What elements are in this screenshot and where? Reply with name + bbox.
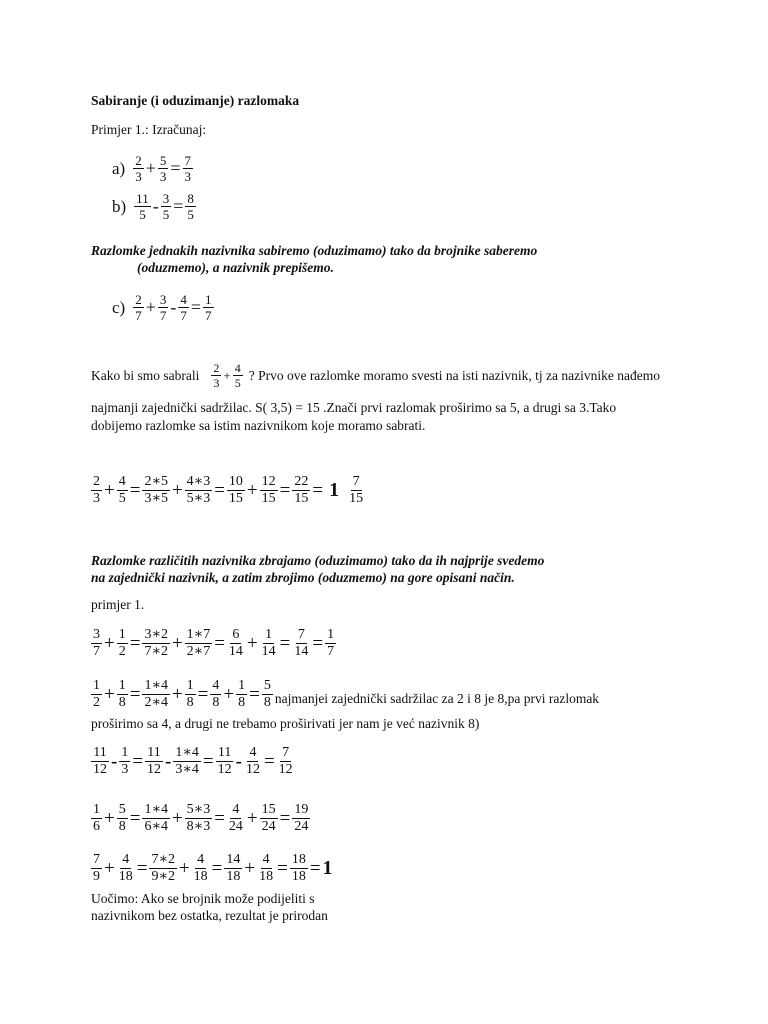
fraction: $\frac{7}{14}$: [294, 627, 309, 659]
operator: +: [145, 297, 156, 317]
operator: +: [104, 857, 115, 879]
fraction: $\frac{5}{3}$: [159, 153, 167, 184]
question-line2: najmanji zajednički sadržilac. S( 3,5) = 15 .Znači prvi razlomak proširimo sa 5, a drugi sa 3.Tako: [91, 400, 617, 415]
fraction: $\frac{1}{7}$: [205, 292, 212, 323]
rule-different-denominators-line1: Razlomke različitih nazivnika zbrajamo (oduzimamo) tako da ih najprije svedemo: [91, 553, 545, 568]
equals-sign: =: [129, 632, 141, 654]
equals-sign: =: [279, 479, 291, 501]
worked-example-3: [91, 745, 295, 778]
fraction: 2 3: [213, 361, 220, 390]
example-label: b): [112, 196, 127, 216]
equals-sign: =: [197, 683, 209, 705]
equals-sign: =: [249, 683, 260, 705]
example-label: c): [112, 297, 126, 317]
operator: +: [178, 857, 190, 879]
fraction: $\frac{10}{15}$: [228, 474, 243, 506]
whole-number: 1: [329, 479, 340, 501]
equals-sign: =: [277, 857, 288, 879]
fraction: $\frac{4∗3}{5∗3}$: [186, 474, 211, 506]
fraction: $\frac{1∗4}{2∗4}$: [144, 678, 168, 710]
fraction: $\frac{4}{5}$: [118, 474, 126, 506]
operator: +: [104, 632, 115, 654]
fraction: $\frac{5}{8}$: [263, 678, 271, 710]
example-a: [112, 153, 193, 184]
fraction: $\frac{4}{18}$: [118, 852, 133, 884]
rule-same-denominators-line2: (oduzmemo), a nazivnik prepišemo.: [137, 260, 334, 275]
fraction: $\frac{1}{8}$: [186, 678, 194, 710]
fraction: $\frac{6}{14}$: [228, 627, 243, 659]
operator: +: [171, 807, 183, 829]
fraction: $\frac{5}{8}$: [118, 802, 126, 834]
fraction: $\frac{1}{2}$: [118, 627, 126, 659]
fraction: $\frac{1}{7}$: [327, 627, 335, 659]
operator: -: [170, 297, 177, 317]
operator: +: [104, 479, 115, 501]
operator: +: [223, 683, 235, 705]
worked-example-1: [91, 627, 336, 660]
equals-sign: =: [214, 807, 225, 829]
fraction: $\frac{11}{12}$: [217, 745, 232, 777]
fraction: $\frac{1}{3}$: [121, 745, 129, 777]
fraction: $\frac{1}{8}$: [238, 678, 246, 710]
equals-sign: =: [136, 857, 148, 879]
operator: +: [223, 367, 231, 383]
operator: +: [145, 158, 156, 178]
equals-sign: =: [279, 807, 291, 829]
example-heading: primjer 1.: [91, 597, 145, 612]
rule-different-denominators-line2: na zajednički nazivnik, a zatim zbrojimo (oduzmemo) na gore opisani način.: [91, 570, 515, 585]
operator: +: [171, 683, 183, 705]
fraction: $\frac{19}{24}$: [294, 802, 309, 834]
operator: +: [246, 479, 258, 501]
fraction: $\frac{3∗2}{7∗2}$: [144, 627, 168, 659]
fraction: $\frac{1∗4}{3∗4}$: [175, 745, 199, 777]
page-title: Sabiranje (i oduzimanje) razlomaka: [91, 93, 300, 108]
fraction: 1 2: [93, 678, 100, 710]
example-b: [112, 191, 196, 222]
operator: +: [171, 632, 183, 654]
fraction: $\frac{11}{12}$: [147, 745, 162, 777]
fraction: 2 3: [135, 153, 142, 184]
note-line2: nazivnikom bez ostatka, rezultat je prirodan: [91, 908, 328, 923]
operator: -: [165, 750, 172, 772]
fraction: $\frac{18}{18}$: [291, 852, 306, 884]
rule-same-denominators-line1: Razlomke jednakih nazivnika sabiremo (oduzimamo) tako da brojnike saberemo: [91, 243, 538, 258]
worked-example-5: [91, 852, 333, 885]
worked-example-4: [91, 802, 310, 835]
fraction: $\frac{4}{18}$: [193, 852, 208, 884]
fraction: $\frac{4}{8}$: [212, 678, 220, 710]
fraction: $\frac{4}{12}$: [245, 745, 260, 777]
intro-text: Primjer 1.: Izračunaj:: [91, 122, 207, 137]
equals-sign: =: [312, 479, 324, 501]
fraction: $\frac{7}{12}$: [278, 745, 293, 777]
fraction: 11 5: [136, 191, 149, 222]
question-line1: [91, 361, 660, 390]
fraction: $\frac{22}{15}$: [294, 474, 309, 506]
equals-sign: =: [263, 750, 275, 772]
equals-sign: =: [190, 297, 202, 317]
operator: -: [235, 750, 242, 772]
equals-sign: =: [312, 632, 324, 654]
explanation-text: najmanjei zajednički sadržilac za 2 i 8 je 8,pa prvi razlomak: [274, 690, 600, 706]
question-text-before: Kako bi smo sabrali: [91, 367, 200, 383]
question-line3: dobijemo razlomke sa istim nazivnikom koje moramo sabrati.: [91, 418, 426, 433]
operator: -: [152, 196, 159, 216]
equals-sign: =: [309, 857, 321, 879]
equals-sign: =: [214, 479, 225, 501]
operator: +: [244, 857, 256, 879]
fraction: 11 12: [93, 745, 107, 777]
fraction: $\frac{3}{7}$: [159, 292, 167, 323]
equals-sign: =: [132, 750, 144, 772]
fraction: 2 7: [135, 292, 142, 323]
fraction: $\frac{2∗5}{3∗5}$: [144, 474, 168, 506]
equals-sign: =: [173, 196, 184, 216]
fraction: $\frac{4}{24}$: [228, 802, 243, 834]
worked-example-2: [91, 678, 599, 711]
equals-sign: =: [129, 807, 141, 829]
fraction: $\frac{7∗2}{9∗2}$: [151, 852, 175, 884]
fraction: $\frac{4}{18}$: [259, 852, 274, 884]
fraction: 7 15: [349, 474, 364, 506]
fraction: $\frac{1}{8}$: [118, 678, 126, 710]
operator: -: [111, 750, 118, 772]
operator: +: [104, 807, 115, 829]
equals-sign: =: [279, 632, 291, 654]
operator: +: [246, 632, 258, 654]
fraction: $\frac{8}{5}$: [187, 191, 194, 222]
operator: +: [171, 479, 183, 501]
worked-example-common-denominator: [91, 474, 365, 507]
fraction: $\frac{12}{15}$: [261, 474, 276, 506]
fraction: 3 7: [93, 627, 100, 659]
fraction: $\frac{1∗7}{2∗7}$: [186, 627, 211, 659]
fraction: $\frac{14}{18}$: [226, 852, 241, 884]
fraction: $\frac{1}{14}$: [261, 627, 276, 659]
explanation-line2: proširimo sa 4, a drugi ne trebamo proširivati jer nam je već nazivnik 8): [91, 716, 480, 731]
equals-sign: =: [211, 857, 223, 879]
fraction: $\frac{1∗4}{6∗4}$: [144, 802, 168, 834]
equals-sign: =: [170, 158, 181, 178]
fraction: $\frac{4}{7}$: [180, 292, 187, 323]
question-text-after: ? Prvo ove razlomke moramo svesti na isti nazivnik, tj za nazivnike nađemo: [248, 367, 660, 383]
fraction: 2 3: [93, 474, 100, 506]
fraction: $\frac{5∗3}{8∗3}$: [186, 802, 211, 834]
equals-sign: =: [202, 750, 214, 772]
note-line1: Uočimo: Ako se brojnik može podijeliti s: [91, 891, 315, 906]
fraction: $\frac{15}{24}$: [261, 802, 276, 834]
fraction: 1 6: [93, 802, 100, 834]
equals-sign: =: [129, 479, 141, 501]
fraction: 7 9: [93, 852, 100, 884]
fraction: $\frac{7}{3}$: [184, 153, 192, 184]
fraction: $\frac{4}{5}$: [234, 361, 241, 390]
equals-sign: =: [129, 683, 141, 705]
operator: +: [246, 807, 258, 829]
fraction: $\frac{3}{5}$: [162, 191, 170, 222]
operator: +: [104, 683, 115, 705]
result-number: 1: [322, 857, 333, 879]
example-c: [112, 292, 214, 323]
equals-sign: =: [214, 632, 225, 654]
example-label: a): [112, 158, 126, 178]
